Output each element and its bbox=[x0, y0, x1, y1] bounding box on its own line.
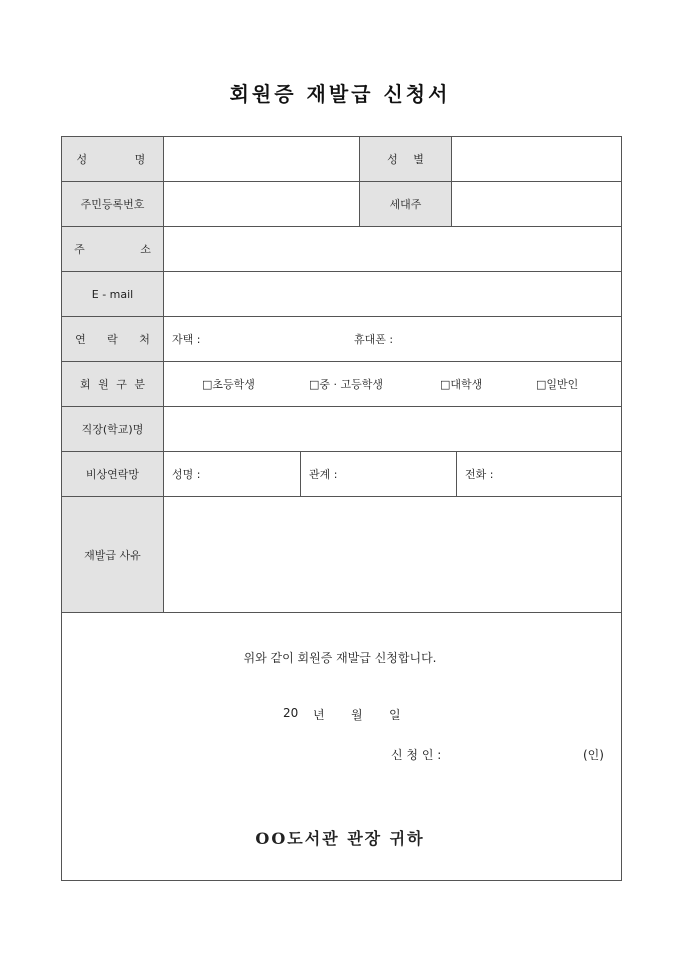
member-type-label-text: 회 원 구 분 bbox=[80, 378, 145, 391]
gender-label-text: 성 별 bbox=[387, 153, 424, 166]
resident-no-label bbox=[62, 182, 163, 226]
emergency-phone-field[interactable] bbox=[457, 452, 622, 496]
household-head-label bbox=[360, 182, 451, 226]
closing-text: OO도서관 관장 귀하 bbox=[255, 829, 425, 848]
resident-no-field[interactable] bbox=[164, 182, 359, 226]
contact-field bbox=[164, 317, 622, 361]
household-head-label-text: 세대주 bbox=[389, 198, 422, 211]
date-year: 20 bbox=[283, 706, 299, 720]
address-label-text: 주 소 bbox=[74, 243, 151, 256]
name-field[interactable] bbox=[164, 137, 359, 181]
address-label bbox=[62, 227, 163, 271]
applicant-label: 신 청 인 : bbox=[391, 748, 442, 762]
date-day-unit: 일 bbox=[389, 708, 401, 722]
member-type-label bbox=[62, 362, 163, 406]
name-label-text: 성 명 bbox=[76, 153, 146, 166]
mobile-phone-label: 휴대폰 : bbox=[354, 333, 394, 346]
form-title: 회원증 재발급 신청서 bbox=[229, 82, 451, 106]
email-label-text: E - mail bbox=[91, 287, 134, 301]
emergency-label-text: 비상연락망 bbox=[85, 468, 140, 481]
member-option-general[interactable]: □일반인 bbox=[536, 378, 579, 391]
workplace-label-text: 직장(학교)명 bbox=[81, 423, 144, 436]
gender-field[interactable] bbox=[452, 137, 622, 181]
gender-label bbox=[360, 137, 451, 181]
application-form bbox=[61, 136, 622, 881]
emergency-label bbox=[62, 452, 163, 496]
home-phone-label: 자택 : bbox=[172, 333, 201, 346]
contact-label-text: 연 락 처 bbox=[75, 333, 150, 346]
emergency-relation-label: 관계 : bbox=[309, 468, 338, 481]
resident-no-label-text: 주민등록번호 bbox=[80, 198, 145, 211]
reason-label bbox=[62, 497, 163, 612]
emergency-phone-label: 전화 : bbox=[465, 468, 494, 481]
date-month-unit: 월 bbox=[351, 708, 363, 722]
member-option-elementary[interactable]: □초등학생 bbox=[202, 378, 255, 391]
address-field[interactable] bbox=[164, 227, 622, 271]
email-field[interactable] bbox=[164, 272, 622, 316]
workplace-label bbox=[62, 407, 163, 451]
emergency-name-field[interactable] bbox=[164, 452, 300, 496]
member-type-field bbox=[164, 362, 622, 406]
statement-text: 위와 같이 회원증 재발급 신청합니다. bbox=[243, 651, 437, 665]
date-year-unit: 년 bbox=[313, 708, 325, 722]
contact-label bbox=[62, 317, 163, 361]
email-label bbox=[62, 272, 163, 316]
reason-label-text: 재발급 사유 bbox=[84, 548, 141, 562]
household-head-field[interactable] bbox=[452, 182, 622, 226]
seal-mark: (인) bbox=[583, 748, 604, 762]
emergency-relation-field[interactable] bbox=[301, 452, 456, 496]
member-option-secondary[interactable]: □중 · 고등학생 bbox=[309, 378, 384, 391]
reason-field[interactable] bbox=[164, 497, 622, 612]
member-option-university[interactable]: □대학생 bbox=[440, 378, 483, 391]
emergency-name-label: 성명 : bbox=[172, 468, 201, 481]
name-label bbox=[62, 137, 163, 181]
workplace-field[interactable] bbox=[164, 407, 622, 451]
